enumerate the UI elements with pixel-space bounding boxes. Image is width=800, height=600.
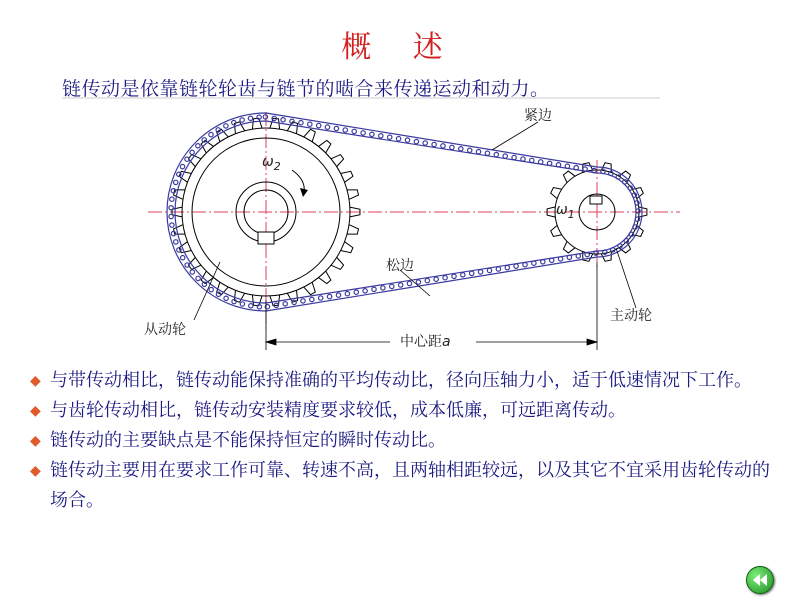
chain-pin xyxy=(468,148,472,152)
chain-pin xyxy=(521,157,525,161)
chain-pin xyxy=(423,141,427,145)
chain-pin xyxy=(327,294,331,298)
chain-pin xyxy=(343,128,347,132)
chain-pin xyxy=(232,120,236,124)
chain-pin xyxy=(283,302,287,306)
driven-wheel-label: 从动轮 xyxy=(144,322,186,338)
chain-pin xyxy=(372,287,376,291)
chain-pin xyxy=(532,261,536,265)
chain-pin xyxy=(379,134,383,138)
chain-pin xyxy=(523,263,527,267)
chain-pin xyxy=(301,299,305,303)
page-title: 概 述 xyxy=(341,30,459,65)
chain-pin xyxy=(308,122,312,126)
chain-pin xyxy=(541,260,545,264)
chain-pin xyxy=(190,150,194,154)
chain-pin xyxy=(249,304,253,308)
sprocket-tooth xyxy=(270,118,280,129)
chain-pin xyxy=(281,118,285,122)
intro-text: 链传动是依靠链轮轮齿与链节的啮合来传递运动和动力。 xyxy=(62,78,550,100)
chain-pin xyxy=(336,293,340,297)
chain-pin xyxy=(354,290,358,294)
omega1-label: $\omega_1$ xyxy=(556,202,575,221)
chain-pin xyxy=(425,278,429,282)
chain-pin xyxy=(514,264,518,268)
chain-pin xyxy=(416,280,420,284)
chain-pin xyxy=(556,163,560,167)
chain-pin xyxy=(334,126,338,130)
chain-pin xyxy=(325,125,329,129)
chain-pin xyxy=(485,151,489,155)
chain-pin xyxy=(390,284,394,288)
chain-pin xyxy=(450,145,454,149)
chain-pin xyxy=(443,276,447,280)
tight-side-label: 紧边 xyxy=(524,108,552,124)
chain-pin xyxy=(169,206,173,210)
chain-pin xyxy=(170,223,174,227)
chain-pin xyxy=(461,273,465,277)
diamond-bullet-icon: ◆ xyxy=(30,373,41,389)
chain-pin xyxy=(196,276,200,280)
chain-pin xyxy=(547,161,551,165)
chain-pin xyxy=(550,258,554,262)
slack-side-label: 松边 xyxy=(386,258,414,274)
chain-pin xyxy=(414,139,418,143)
center-distance-label: 中心距a xyxy=(400,334,451,350)
return-arrow-icon xyxy=(752,573,768,587)
chain-pin xyxy=(209,287,213,291)
diamond-bullet-icon: ◆ xyxy=(30,463,41,479)
chain-pin xyxy=(209,132,213,136)
chain-pin xyxy=(299,121,303,125)
chain-pin xyxy=(505,265,509,269)
chain-pin xyxy=(170,197,174,201)
chain-pin xyxy=(503,154,507,158)
chain-pin xyxy=(494,152,498,156)
return-button[interactable] xyxy=(746,566,774,594)
chain-pin xyxy=(174,240,178,244)
chain-pin xyxy=(248,116,252,120)
chain-pin xyxy=(263,115,267,119)
chain-pin xyxy=(478,270,482,274)
chain-pin xyxy=(174,180,178,184)
chain-pin xyxy=(352,129,356,133)
chain-pin xyxy=(452,274,456,278)
chain-pin xyxy=(512,155,516,159)
chain-pin xyxy=(345,292,349,296)
chain-pin xyxy=(370,132,374,136)
bullet-item: ◆ 链传动主要用在要求工作可靠、转速不高，且两轴相距较远，以及其它不宜采用齿轮传动的场合。 xyxy=(30,456,770,516)
sprocket-tooth xyxy=(319,140,331,153)
sprocket-tooth xyxy=(319,271,331,284)
chain-pin xyxy=(361,131,365,135)
driving-wheel-label: 主动轮 xyxy=(610,308,652,324)
chain-pin xyxy=(470,271,474,275)
chain-pin xyxy=(530,158,534,162)
chain-pin xyxy=(405,138,409,142)
chain-pin xyxy=(396,137,400,141)
diamond-bullet-icon: ◆ xyxy=(30,433,41,449)
chain-pin xyxy=(180,164,184,168)
omega2-label: $\omega_2$ xyxy=(262,154,281,173)
chain-pin xyxy=(496,267,500,271)
chain-pin xyxy=(434,277,438,281)
chain-pin xyxy=(459,147,463,151)
chain-pin xyxy=(558,257,562,261)
chain-pin xyxy=(240,302,244,306)
chain-pin xyxy=(169,214,173,218)
bullet-item: ◆ 与带传动相比，链传动能保持准确的平均传动比，径向压轴力小，适于低速情况下工作。 xyxy=(30,366,770,396)
chain-pin xyxy=(539,160,543,164)
chain-pin xyxy=(388,135,392,139)
chain-pin xyxy=(224,124,228,128)
chain-pin xyxy=(319,296,323,300)
chain-pin xyxy=(565,164,569,168)
sprocket-tooth xyxy=(252,295,262,306)
chain-pin xyxy=(190,270,194,274)
chain-pin xyxy=(181,256,185,260)
chain-pin xyxy=(487,268,491,272)
chain-pin xyxy=(196,144,200,148)
chain-pin xyxy=(224,296,228,300)
sprocket-tooth xyxy=(252,118,262,129)
chain-pin xyxy=(317,123,321,127)
chain-pin xyxy=(399,283,403,287)
chain-pin xyxy=(407,281,411,285)
bullet-list xyxy=(30,366,770,516)
chain-pin xyxy=(476,150,480,154)
chain-pin xyxy=(240,118,244,122)
bullet-item: ◆ 链传动的主要缺点是不能保持恒定的瞬时传动比。 xyxy=(30,426,770,456)
chain-pin xyxy=(310,297,314,301)
bullet-item: ◆ 与齿轮传动相比，链传动安装精度要求较低，成本低廉，可远距离传动。 xyxy=(30,396,770,426)
chain-pin xyxy=(432,142,436,146)
diamond-bullet-icon: ◆ xyxy=(30,403,41,419)
chain-pin xyxy=(441,144,445,148)
chain-pin xyxy=(363,289,367,293)
chain-pin xyxy=(381,286,385,290)
